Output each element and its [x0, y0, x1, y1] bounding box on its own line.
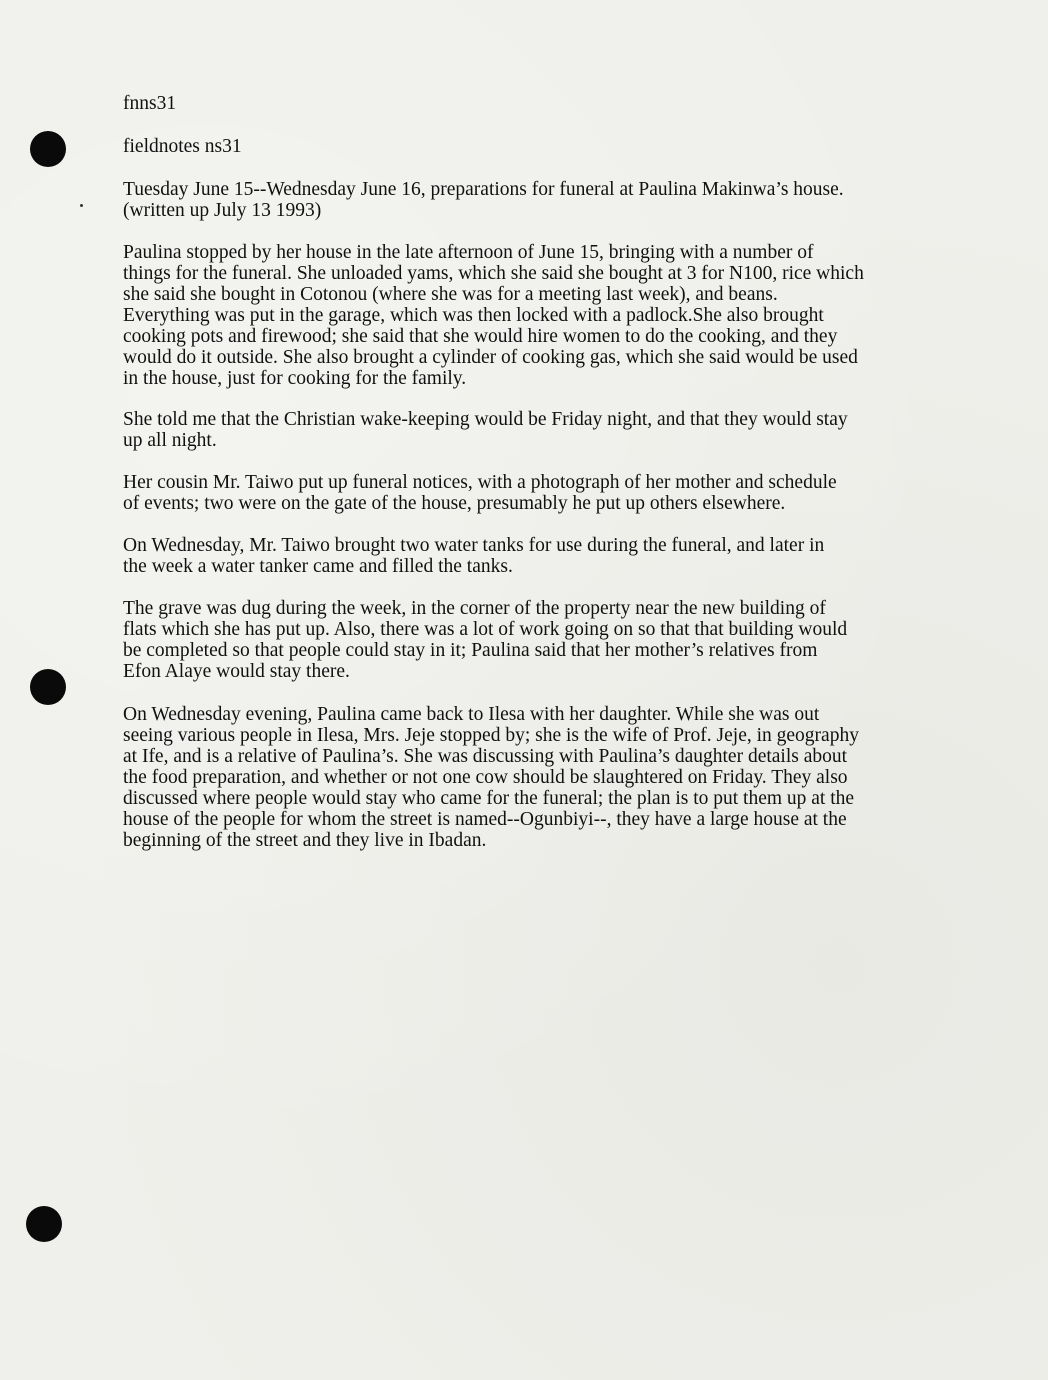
paragraph: [123, 535, 973, 577]
paragraph: [123, 598, 973, 682]
text-line: of events; two were on the gate of the house, presumably he put up others elsewhere.: [123, 493, 786, 514]
text-line: seeing various people in Ilesa, Mrs. Jeje stopped by; she is the wife of Prof. Jeje, in geography: [123, 725, 859, 746]
text-line: would do it outside. She also brought a cylinder of cooking gas, which she said would be used: [123, 347, 858, 368]
punch-hole: [30, 669, 66, 705]
text-line: cooking pots and firewood; she said that she would hire women to do the cooking, and they: [123, 326, 838, 347]
paragraph: [123, 242, 973, 389]
text-line: On Wednesday evening, Paulina came back to Ilesa with her daughter. While she was out: [123, 704, 820, 725]
text-line: Her cousin Mr. Taiwo put up funeral notices, with a photograph of her mother and schedule: [123, 472, 837, 493]
date-line: (written up July 13 1993): [123, 200, 322, 221]
punch-hole: [26, 1206, 62, 1242]
text-line: Efon Alaye would stay there.: [123, 661, 350, 682]
text-line: Everything was put in the garage, which was then locked with a padlock.She also brought: [123, 305, 824, 326]
text-line: flats which she has put up. Also, there was a lot of work going on so that that building would: [123, 619, 848, 640]
text-line: the week a water tanker came and filled the tanks.: [123, 556, 513, 577]
document-title: fieldnotes ns31: [123, 136, 242, 157]
text-line: The grave was dug during the week, in the corner of the property near the new building of: [123, 598, 826, 619]
text-line: Paulina stopped by her house in the late afternoon of June 15, bringing with a number of: [123, 242, 814, 263]
text-line: house of the people for whom the street is named--Ogunbiyi--, they have a large house at the: [123, 809, 847, 830]
text-line: in the house, just for cooking for the family.: [123, 368, 467, 389]
text-line: be completed so that people could stay in it; Paulina said that her mother’s relatives from: [123, 640, 818, 661]
paragraph: [123, 472, 973, 514]
text-line: at Ife, and is a relative of Paulina’s. She was discussing with Paulina’s daughter details about: [123, 746, 848, 767]
file-id: fnns31: [123, 93, 177, 114]
text-line: up all night.: [123, 430, 217, 451]
text-line: She told me that the Christian wake-keeping would be Friday night, and that they would stay: [123, 409, 848, 430]
date-heading: [123, 179, 973, 221]
paper-speck: [80, 204, 83, 207]
paragraph: [123, 704, 973, 851]
text-line: On Wednesday, Mr. Taiwo brought two water tanks for use during the funeral, and later in: [123, 535, 825, 556]
paragraph: [123, 409, 973, 451]
punch-hole: [30, 131, 66, 167]
text-line: discussed where people would stay who came for the funeral; the plan is to put them up at the: [123, 788, 855, 809]
text-line: things for the funeral. She unloaded yams, which she said she bought at 3 for N100, rice which: [123, 263, 864, 284]
date-line: Tuesday June 15--Wednesday June 16, preparations for funeral at Paulina Makinwa’s house.: [123, 179, 844, 200]
text-line: beginning of the street and they live in Ibadan.: [123, 830, 487, 851]
text-line: the food preparation, and whether or not one cow should be slaughtered on Friday. They also: [123, 767, 848, 788]
text-line: she said she bought in Cotonou (where she was for a meeting last week), and beans.: [123, 284, 778, 305]
